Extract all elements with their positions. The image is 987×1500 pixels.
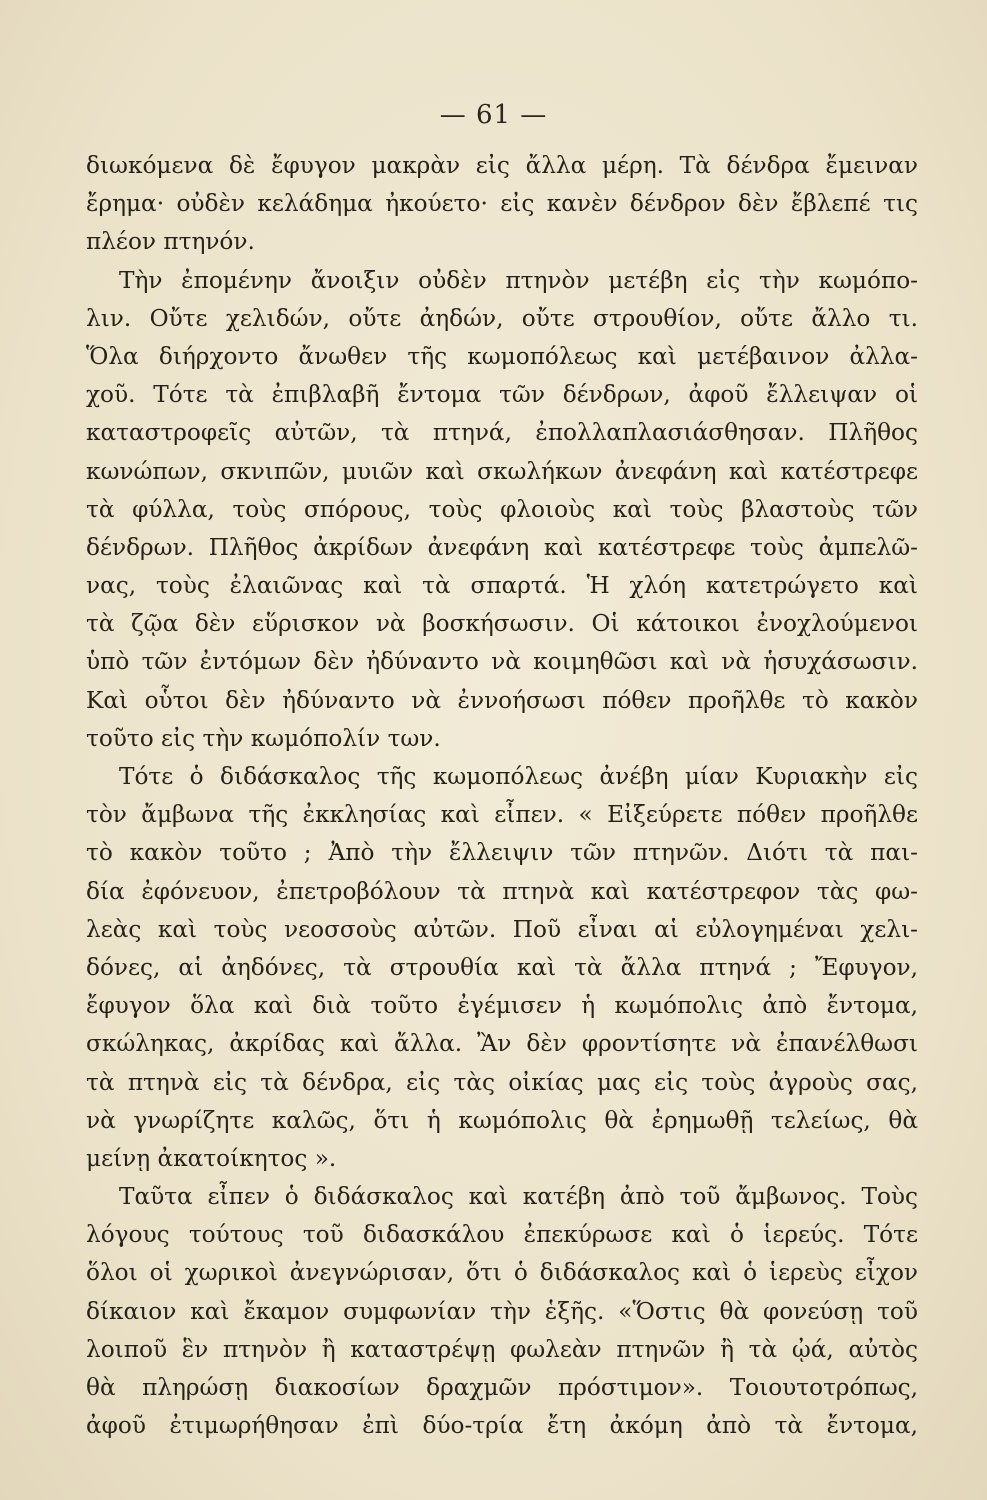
text-line: Τότε ὁ διδάσκαλος τῆς κωμοπόλεως ἀνέβη μίαν Κυριακὴν εἰς [119, 763, 918, 790]
text-line: ἔφυγον ὅλα καὶ διὰ τοῦτο ἐγέμισεν ἡ κωμόπολις ἀπὸ ἔντομα, [86, 992, 918, 1020]
text-line: λιν. Οὔτε χελιδών, οὔτε ἀηδών, οὔτε στρουθίον, οὔτε ἄλλο τι. [86, 304, 918, 332]
text-line: τὸ κακὸν τοῦτο ; Ἀπὸ τὴν ἔλλειψιν τῶν πτηνῶν. Διότι τὰ παι- [86, 839, 918, 867]
text-line: σκώληκας, ἀκρίδας καὶ ἄλλα. Ἂν δὲν φροντίσητε νὰ ἐπανέλθωσι [86, 1030, 918, 1058]
text-line: διωκόμενα δὲ ἔφυγον μακρὰν εἰς ἄλλα μέρη. Τὰ δένδρα ἔμειναν [86, 152, 918, 179]
text-line: κωνώπων, σκνιπῶν, μυιῶν καὶ σκωλήκων ἀνεφάνη καὶ κατέστρεφε [86, 457, 918, 485]
text-line: ἔρημα· οὐδὲν κελάδημα ἠκούετο· εἰς κανὲν δένδρον δὲν ἔβλεπέ τις [86, 190, 918, 218]
text-line: τοῦτο εἰς τὴν κωμόπολίν των. [86, 724, 441, 752]
text-line: τὰ πτηνὰ εἰς τὰ δένδρα, εἰς τὰς οἰκίας μας εἰς τοὺς ἀγροὺς σας, [86, 1068, 918, 1096]
text-line: πλέον πτηνόν. [86, 228, 255, 256]
text-line: Τὴν ἐπομένην ἄνοιξιν οὐδὲν πτηνὸν μετέβη εἰς τὴν κωμόπο- [119, 266, 918, 294]
text-line: Ταῦτα εἶπεν ὁ διδάσκαλος καὶ κατέβη ἀπὸ τοῦ ἄμβωνος. Τοὺς [119, 1183, 918, 1211]
text-line: μείνῃ ἀκατοίκητος ». [86, 1144, 337, 1172]
text-line: λόγους τούτους τοῦ διδασκάλου ἐπεκύρωσε καὶ ὁ ἱερεύς. Τότε [86, 1221, 918, 1249]
text-line: νὰ γνωρίζητε καλῶς, ὅτι ἡ κωμόπολις θὰ ἐρημωθῇ τελείως, θὰ [86, 1106, 918, 1134]
text-line: χοῦ. Τότε τὰ ἐπιβλαβῆ ἔντομα τῶν δένδρων, ἀφοῦ ἔλλειψαν οἱ [86, 381, 918, 409]
text-line: νας, τοὺς ἐλαιῶνας καὶ τὰ σπαρτά. Ἡ χλόη κατετρώγετο καὶ [86, 572, 918, 600]
text-line: δένδρων. Πλῆθος ἀκρίδων ἀνεφάνη καὶ κατέστρεφε τοὺς ἀμπελῶ- [86, 533, 918, 561]
text-line: τὰ φύλλα, τοὺς σπόρους, τοὺς φλοιοὺς καὶ τοὺς βλαστοὺς τῶν [86, 495, 918, 523]
text-line: λεὰς καὶ τοὺς νεοσσοὺς αὐτῶν. Ποῦ εἶναι αἱ εὐλογημέναι χελι- [86, 915, 918, 943]
text-line: Καὶ οὗτοι δὲν ἠδύναντο νὰ ἐννοήσωσι πόθεν προῆλθε τὸ κακὸν [86, 686, 918, 714]
body-text [86, 147, 918, 1445]
text-line: ὅλοι οἱ χωρικοὶ ἀνεγνώρισαν, ὅτι ὁ διδάσκαλος καὶ ὁ ἱερεὺς εἶχον [86, 1259, 918, 1287]
text-line: καταστροφεῖς αὐτῶν, τὰ πτηνά, ἐπολλαπλασιάσθησαν. Πλῆθος [86, 419, 918, 447]
text-line: δόνες, αἱ ἀηδόνες, τὰ στρουθία καὶ τὰ ἄλλα πτηνά ; Ἔφυγον, [86, 953, 918, 981]
text-line: ὑπὸ τῶν ἐντόμων δὲν ἠδύναντο νὰ κοιμηθῶσι καὶ νὰ ἡσυχάσωσιν. [86, 648, 918, 676]
text-line: τὸν ἄμβωνα τῆς ἐκκλησίας καὶ εἶπεν. « Εἰξεύρετε πόθεν προῆλθε [86, 801, 918, 829]
text-line: δίκαιον καὶ ἔκαμον συμφωνίαν τὴν ἑξῆς. «Ὅστις θὰ φονεύσῃ τοῦ [86, 1297, 918, 1325]
text-line: ἀφοῦ ἐτιμωρήθησαν ἐπὶ δύο-τρία ἔτη ἀκόμη ἀπὸ τὰ ἔντομα, [86, 1412, 918, 1440]
text-line: τὰ ζῷα δὲν εὕρισκον νὰ βοσκήσωσιν. Οἱ κάτοικοι ἐνοχλούμενοι [86, 610, 918, 638]
text-line: θὰ πληρώσῃ διακοσίων δραχμῶν πρόστιμον». Τοιουτοτρόπως, [86, 1374, 918, 1401]
text-line: δία ἐφόνευον, ἐπετροβόλουν τὰ πτηνὰ καὶ κατέστρεφον τὰς φω- [86, 877, 918, 905]
page-number: — 61 — [439, 100, 548, 130]
text-line: λοιποῦ ἓν πτηνὸν ἢ καταστρέψῃ φωλεὰν πτηνῶν ἢ τὰ ᾠά, αὐτὸς [86, 1335, 918, 1363]
text-line: Ὅλα διήρχοντο ἄνωθεν τῆς κωμοπόλεως καὶ μετέβαινον ἀλλα- [86, 342, 918, 370]
